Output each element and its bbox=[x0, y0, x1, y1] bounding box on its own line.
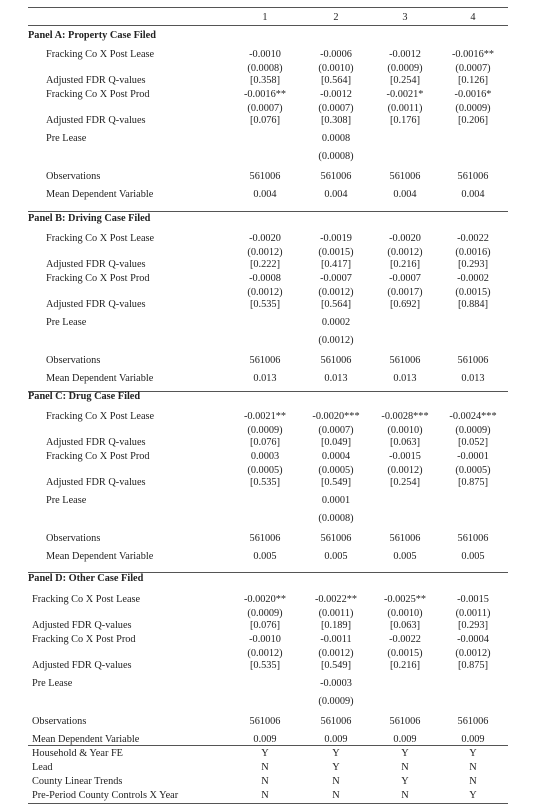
table-cell: [0.358] bbox=[249, 75, 281, 86]
row-label: Adjusted FDR Q-values bbox=[32, 620, 132, 631]
row-label: Observations bbox=[46, 355, 101, 366]
row-label: Adjusted FDR Q-values bbox=[46, 115, 146, 126]
table-cell: [0.049] bbox=[320, 437, 352, 448]
row-label: Pre Lease bbox=[32, 678, 73, 689]
control-cell: N bbox=[261, 776, 269, 787]
row-label: Observations bbox=[32, 716, 87, 727]
table-cell: [0.293] bbox=[457, 259, 489, 270]
table-cell: (0.0016) bbox=[455, 247, 491, 258]
table-cell: [0.692] bbox=[389, 299, 421, 310]
table-cell: 561006 bbox=[249, 716, 281, 727]
table-cell: 0.013 bbox=[461, 373, 485, 384]
control-cell: N bbox=[261, 790, 269, 801]
table-cell: -0.0008 bbox=[249, 273, 281, 284]
table-cell: (0.0012) bbox=[318, 648, 354, 659]
control-cell: N bbox=[332, 790, 340, 801]
table-cell: (0.0012) bbox=[318, 335, 354, 346]
table-cell: [0.535] bbox=[249, 477, 281, 488]
row-label: Pre Lease bbox=[46, 495, 87, 506]
table-cell: [0.549] bbox=[320, 660, 352, 671]
table-cell: 0.009 bbox=[253, 734, 277, 745]
row-label: Mean Dependent Variable bbox=[32, 734, 140, 745]
row-label: Fracking Co X Post Prod bbox=[46, 273, 150, 284]
table-cell: -0.0011 bbox=[320, 634, 352, 645]
table-cell: 0.005 bbox=[253, 551, 277, 562]
row-label: Adjusted FDR Q-values bbox=[46, 299, 146, 310]
table-cell: -0.0016** bbox=[451, 49, 495, 60]
table-cell: [0.254] bbox=[389, 477, 421, 488]
row-label: Pre Lease bbox=[46, 317, 87, 328]
table-cell: (0.0015) bbox=[318, 247, 354, 258]
table-cell: [0.549] bbox=[320, 477, 352, 488]
row-label: Adjusted FDR Q-values bbox=[46, 437, 146, 448]
table-cell: [0.176] bbox=[389, 115, 421, 126]
table-cell: -0.0022 bbox=[457, 233, 489, 244]
control-cell: N bbox=[401, 762, 409, 773]
table-cell: -0.0012 bbox=[389, 49, 421, 60]
table-cell: -0.0020*** bbox=[312, 411, 360, 422]
table-cell: -0.0021* bbox=[386, 89, 424, 100]
table-cell: -0.0025** bbox=[383, 594, 427, 605]
table-cell: -0.0016* bbox=[454, 89, 492, 100]
table-cell: -0.0019 bbox=[320, 233, 352, 244]
table-cell: -0.0022 bbox=[389, 634, 421, 645]
table-cell: 561006 bbox=[389, 716, 421, 727]
table-cell: (0.0010) bbox=[387, 608, 423, 619]
table-cell: -0.0015 bbox=[457, 594, 489, 605]
table-cell: 0.005 bbox=[461, 551, 485, 562]
table-cell: [0.884] bbox=[457, 299, 489, 310]
bottom-rule bbox=[28, 803, 508, 804]
control-cell: Y bbox=[469, 748, 477, 759]
column-header: 2 bbox=[333, 12, 339, 23]
table-cell: 0.004 bbox=[461, 189, 485, 200]
panel-title: Panel C: Drug Case Filed bbox=[28, 391, 141, 402]
table-cell: -0.0020 bbox=[249, 233, 281, 244]
row-label: Fracking Co X Post Lease bbox=[46, 49, 155, 60]
table-cell: 561006 bbox=[249, 355, 281, 366]
table-cell: 0.013 bbox=[393, 373, 417, 384]
table-cell: -0.0020 bbox=[389, 233, 421, 244]
column-header: 3 bbox=[402, 12, 408, 23]
table-cell: -0.0028*** bbox=[381, 411, 429, 422]
table-cell: [0.076] bbox=[249, 115, 281, 126]
table-cell: 0.013 bbox=[324, 373, 348, 384]
table-cell: [0.293] bbox=[457, 620, 489, 631]
table-cell: -0.0010 bbox=[249, 49, 281, 60]
table-cell: 0.0008 bbox=[321, 133, 351, 144]
table-cell: (0.0005) bbox=[318, 465, 354, 476]
table-cell: (0.0009) bbox=[387, 63, 423, 74]
table-cell: -0.0010 bbox=[249, 634, 281, 645]
column-header: 1 bbox=[262, 12, 268, 23]
table-cell: 561006 bbox=[457, 355, 489, 366]
table-cell: 0.005 bbox=[324, 551, 348, 562]
table-cell: -0.0001 bbox=[457, 451, 489, 462]
table-cell: 561006 bbox=[249, 533, 281, 544]
table-cell: (0.0008) bbox=[247, 63, 283, 74]
table-cell: -0.0016** bbox=[243, 89, 287, 100]
table-cell: [0.052] bbox=[457, 437, 489, 448]
table-cell: (0.0012) bbox=[387, 247, 423, 258]
table-cell: (0.0007) bbox=[318, 425, 354, 436]
table-cell: (0.0011) bbox=[387, 103, 423, 114]
table-cell: -0.0007 bbox=[320, 273, 352, 284]
table-cell: 561006 bbox=[320, 533, 352, 544]
panel-title: Panel A: Property Case Filed bbox=[28, 30, 156, 41]
row-label: Observations bbox=[46, 533, 101, 544]
table-cell: [0.216] bbox=[389, 259, 421, 270]
table-cell: 0.004 bbox=[253, 189, 277, 200]
table-cell: [0.417] bbox=[320, 259, 352, 270]
panel-rule bbox=[28, 211, 508, 212]
table-cell: [0.564] bbox=[320, 75, 352, 86]
table-cell: 561006 bbox=[389, 533, 421, 544]
table-cell: 0.0003 bbox=[250, 451, 280, 462]
table-cell: 0.013 bbox=[253, 373, 277, 384]
table-cell: -0.0007 bbox=[389, 273, 421, 284]
table-cell: 0.004 bbox=[393, 189, 417, 200]
control-cell: Y bbox=[401, 776, 409, 787]
table-cell: [0.875] bbox=[457, 477, 489, 488]
header-rule bbox=[28, 25, 508, 26]
table-cell: 561006 bbox=[457, 171, 489, 182]
row-label: Fracking Co X Post Lease bbox=[46, 411, 155, 422]
table-cell: (0.0009) bbox=[247, 608, 283, 619]
row-label: Fracking Co X Post Prod bbox=[46, 451, 150, 462]
table-cell: -0.0015 bbox=[389, 451, 421, 462]
control-label: Household & Year FE bbox=[32, 748, 123, 759]
control-cell: N bbox=[469, 762, 477, 773]
controls-rule bbox=[28, 745, 508, 746]
row-label: Adjusted FDR Q-values bbox=[46, 477, 146, 488]
table-cell: (0.0012) bbox=[455, 648, 491, 659]
table-cell: (0.0005) bbox=[455, 465, 491, 476]
table-cell: 0.005 bbox=[393, 551, 417, 562]
table-cell: -0.0006 bbox=[320, 49, 352, 60]
row-label: Fracking Co X Post Prod bbox=[46, 89, 150, 100]
table-cell: 561006 bbox=[457, 533, 489, 544]
table-cell: (0.0007) bbox=[455, 63, 491, 74]
control-cell: Y bbox=[332, 748, 340, 759]
table-cell: 561006 bbox=[389, 355, 421, 366]
table-cell: (0.0011) bbox=[455, 608, 491, 619]
table-cell: 561006 bbox=[320, 355, 352, 366]
table-cell: (0.0008) bbox=[318, 513, 354, 524]
table-cell: -0.0022** bbox=[314, 594, 358, 605]
control-cell: N bbox=[469, 776, 477, 787]
table-cell: [0.254] bbox=[389, 75, 421, 86]
row-label: Fracking Co X Post Prod bbox=[32, 634, 136, 645]
row-label: Adjusted FDR Q-values bbox=[46, 259, 146, 270]
top-rule bbox=[28, 7, 508, 8]
table-cell: (0.0015) bbox=[455, 287, 491, 298]
table-cell: (0.0009) bbox=[455, 425, 491, 436]
table-cell: (0.0009) bbox=[247, 425, 283, 436]
row-label: Adjusted FDR Q-values bbox=[32, 660, 132, 671]
control-cell: N bbox=[332, 776, 340, 787]
table-cell: (0.0007) bbox=[318, 103, 354, 114]
row-label: Fracking Co X Post Lease bbox=[32, 594, 141, 605]
table-cell: -0.0020** bbox=[243, 594, 287, 605]
row-label: Mean Dependent Variable bbox=[46, 373, 154, 384]
table-cell: -0.0004 bbox=[457, 634, 489, 645]
table-cell: (0.0017) bbox=[387, 287, 423, 298]
table-cell: -0.0012 bbox=[320, 89, 352, 100]
table-cell: (0.0007) bbox=[247, 103, 283, 114]
table-cell: [0.535] bbox=[249, 660, 281, 671]
table-cell: (0.0015) bbox=[387, 648, 423, 659]
row-label: Mean Dependent Variable bbox=[46, 551, 154, 562]
control-label: County Linear Trends bbox=[32, 776, 123, 787]
table-cell: [0.875] bbox=[457, 660, 489, 671]
table-cell: -0.0021** bbox=[243, 411, 287, 422]
table-cell: (0.0009) bbox=[318, 696, 354, 707]
table-cell: [0.076] bbox=[249, 437, 281, 448]
table-cell: 561006 bbox=[320, 716, 352, 727]
table-cell: 0.0001 bbox=[321, 495, 351, 506]
table-cell: (0.0010) bbox=[318, 63, 354, 74]
table-cell: [0.216] bbox=[389, 660, 421, 671]
control-cell: Y bbox=[261, 748, 269, 759]
row-label: Mean Dependent Variable bbox=[46, 189, 154, 200]
control-cell: N bbox=[401, 790, 409, 801]
table-cell: (0.0009) bbox=[455, 103, 491, 114]
control-label: Pre-Period County Controls X Year bbox=[32, 790, 179, 801]
table-cell: 0.0004 bbox=[321, 451, 351, 462]
table-cell: (0.0012) bbox=[247, 247, 283, 258]
control-label: Lead bbox=[32, 762, 53, 773]
control-cell: N bbox=[261, 762, 269, 773]
table-cell: 0.004 bbox=[324, 189, 348, 200]
control-cell: Y bbox=[332, 762, 340, 773]
control-cell: Y bbox=[401, 748, 409, 759]
table-cell: (0.0008) bbox=[318, 151, 354, 162]
table-cell: 561006 bbox=[320, 171, 352, 182]
table-cell: -0.0002 bbox=[457, 273, 489, 284]
table-cell: [0.063] bbox=[389, 620, 421, 631]
panel-title: Panel B: Driving Case Filed bbox=[28, 213, 151, 224]
table-cell: (0.0012) bbox=[318, 287, 354, 298]
table-cell: [0.535] bbox=[249, 299, 281, 310]
table-cell: 561006 bbox=[249, 171, 281, 182]
table-cell: 561006 bbox=[457, 716, 489, 727]
table-cell: 0.009 bbox=[461, 734, 485, 745]
table-cell: [0.308] bbox=[320, 115, 352, 126]
column-header: 4 bbox=[470, 12, 476, 23]
table-cell: (0.0012) bbox=[247, 648, 283, 659]
table-cell: 0.0002 bbox=[321, 317, 351, 328]
panel-title: Panel D: Other Case Filed bbox=[28, 573, 144, 584]
table-cell: [0.126] bbox=[457, 75, 489, 86]
table-cell: -0.0003 bbox=[320, 678, 352, 689]
table-cell: 0.009 bbox=[324, 734, 348, 745]
table-cell: 0.009 bbox=[393, 734, 417, 745]
row-label: Fracking Co X Post Lease bbox=[46, 233, 155, 244]
table-cell: (0.0010) bbox=[387, 425, 423, 436]
table-cell: [0.189] bbox=[320, 620, 352, 631]
table-cell: [0.206] bbox=[457, 115, 489, 126]
table-cell: (0.0012) bbox=[247, 287, 283, 298]
table-cell: [0.564] bbox=[320, 299, 352, 310]
control-cell: Y bbox=[469, 790, 477, 801]
row-label: Observations bbox=[46, 171, 101, 182]
table-cell: (0.0005) bbox=[247, 465, 283, 476]
row-label: Pre Lease bbox=[46, 133, 87, 144]
table-cell: [0.222] bbox=[249, 259, 281, 270]
table-cell: (0.0012) bbox=[387, 465, 423, 476]
table-cell: -0.0024*** bbox=[449, 411, 497, 422]
table-cell: (0.0011) bbox=[318, 608, 354, 619]
table-cell: 561006 bbox=[389, 171, 421, 182]
table-cell: [0.063] bbox=[389, 437, 421, 448]
row-label: Adjusted FDR Q-values bbox=[46, 75, 146, 86]
table-cell: [0.076] bbox=[249, 620, 281, 631]
